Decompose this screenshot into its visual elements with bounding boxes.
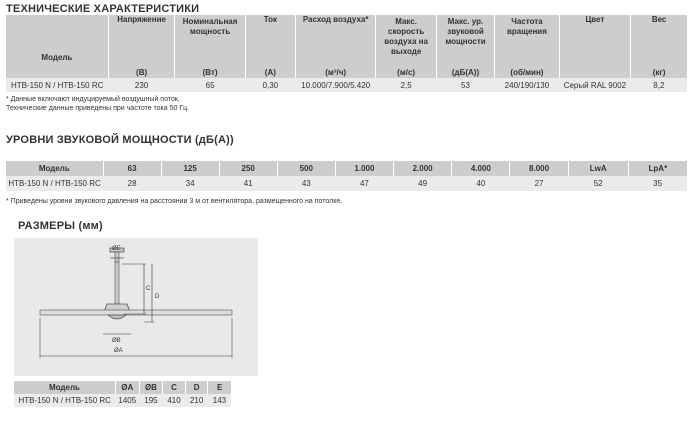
dims-table bbox=[14, 381, 231, 407]
cell-500: 43 bbox=[277, 176, 335, 191]
specs-table bbox=[6, 15, 687, 92]
label-c: C bbox=[146, 286, 151, 292]
cell-airflow: 10.000/7.900/5.420 bbox=[295, 78, 376, 92]
cell-model: HTB-150 N / HTB-150 RC bbox=[6, 78, 108, 92]
unit-voltage: (В) bbox=[108, 66, 174, 78]
unit-sound-max: (дБ(А)) bbox=[436, 66, 494, 78]
col-63: 63 bbox=[103, 161, 161, 176]
sound-note: * Приведены уровни звукового давления на расстоянии 3 м от вентилятора, размещенного на потолке. bbox=[6, 198, 343, 205]
dims-title: РАЗМЕРЫ (мм) bbox=[18, 220, 103, 232]
cell-power: 65 bbox=[175, 78, 246, 92]
specs-note-1: * Данные включают индуцируемый воздушный поток. bbox=[6, 96, 180, 103]
col-c: C bbox=[163, 381, 186, 394]
cell-lwa: 52 bbox=[568, 176, 628, 191]
col-model: Модель bbox=[6, 161, 103, 176]
unit-rpm: (об/мин) bbox=[495, 66, 559, 78]
col-500: 500 bbox=[277, 161, 335, 176]
cell-current: 0,30 bbox=[245, 78, 295, 92]
cell-63: 28 bbox=[103, 176, 161, 191]
cell-model: HTB-150 N / HTB-150 RC bbox=[6, 176, 103, 191]
cell-d: 210 bbox=[185, 394, 208, 407]
cell-color: Серый RAL 9002 bbox=[559, 78, 631, 92]
col-current: Ток bbox=[245, 15, 295, 66]
cell-1000: 47 bbox=[335, 176, 393, 191]
cell-sound-max: 53 bbox=[436, 78, 494, 92]
col-2000: 2.000 bbox=[394, 161, 452, 176]
unit-airflow: (м³/ч) bbox=[295, 66, 376, 78]
col-airflow: Расход воздуха* bbox=[295, 15, 376, 66]
cell-125: 34 bbox=[161, 176, 219, 191]
table-row bbox=[14, 394, 231, 407]
dimensions-diagram bbox=[14, 238, 258, 376]
specs-note-2: Технические данные приведены при частоте тока 50 Гц. bbox=[6, 105, 190, 112]
label-e: ØE bbox=[112, 246, 121, 252]
cell-b: 195 bbox=[139, 394, 163, 407]
label-d: D bbox=[155, 294, 160, 300]
unit-weight: (кг) bbox=[631, 66, 687, 78]
unit-current: (А) bbox=[245, 66, 295, 78]
table-row bbox=[6, 176, 687, 191]
col-model: Модель bbox=[6, 15, 108, 66]
col-weight: Вес bbox=[631, 15, 687, 66]
unit-model bbox=[6, 66, 108, 78]
col-lpa: LpA* bbox=[628, 161, 687, 176]
col-power: Номинальная мощность bbox=[175, 15, 246, 66]
cell-2000: 49 bbox=[394, 176, 452, 191]
cell-model: HTB-150 N / HTB-150 RC bbox=[14, 394, 115, 407]
col-air-speed: Макс. скорость воздуха на выходе bbox=[376, 15, 436, 66]
cell-250: 41 bbox=[219, 176, 277, 191]
sound-table bbox=[6, 161, 687, 191]
unit-power: (Вт) bbox=[175, 66, 246, 78]
col-b: ØB bbox=[139, 381, 163, 394]
col-1000: 1.000 bbox=[335, 161, 393, 176]
col-4000: 4.000 bbox=[452, 161, 510, 176]
unit-color bbox=[559, 66, 631, 78]
cell-4000: 40 bbox=[452, 176, 510, 191]
col-color: Цвет bbox=[559, 15, 631, 66]
cell-c: 410 bbox=[163, 394, 186, 407]
col-250: 250 bbox=[219, 161, 277, 176]
cell-a: 1405 bbox=[115, 394, 139, 407]
cell-weight: 8,2 bbox=[631, 78, 687, 92]
specs-title: ТЕХНИЧЕСКИЕ ХАРАКТЕРИСТИКИ bbox=[6, 3, 200, 15]
col-d: D bbox=[185, 381, 208, 394]
table-row bbox=[6, 78, 687, 92]
cell-rpm: 240/190/130 bbox=[495, 78, 559, 92]
cell-8000: 27 bbox=[510, 176, 568, 191]
col-model: Модель bbox=[14, 381, 115, 394]
label-b: ØB bbox=[112, 338, 121, 344]
col-rpm: Частота вращения bbox=[495, 15, 559, 66]
cell-air-speed: 2,5 bbox=[376, 78, 436, 92]
col-voltage: Напряжение bbox=[108, 15, 174, 66]
col-lwa: LwA bbox=[568, 161, 628, 176]
unit-air-speed: (м/с) bbox=[376, 66, 436, 78]
sound-title: УРОВНИ ЗВУКОВОЙ МОЩНОСТИ (дБ(А)) bbox=[6, 134, 234, 146]
col-8000: 8.000 bbox=[510, 161, 568, 176]
col-e: E bbox=[208, 381, 231, 394]
col-sound-max: Макс. ур. звуковой мощности bbox=[436, 15, 494, 66]
cell-lpa: 35 bbox=[628, 176, 687, 191]
cell-voltage: 230 bbox=[108, 78, 174, 92]
col-125: 125 bbox=[161, 161, 219, 176]
col-a: ØA bbox=[115, 381, 139, 394]
label-a: ØA bbox=[114, 348, 123, 354]
cell-e: 143 bbox=[208, 394, 231, 407]
fan-drawing bbox=[14, 238, 258, 376]
